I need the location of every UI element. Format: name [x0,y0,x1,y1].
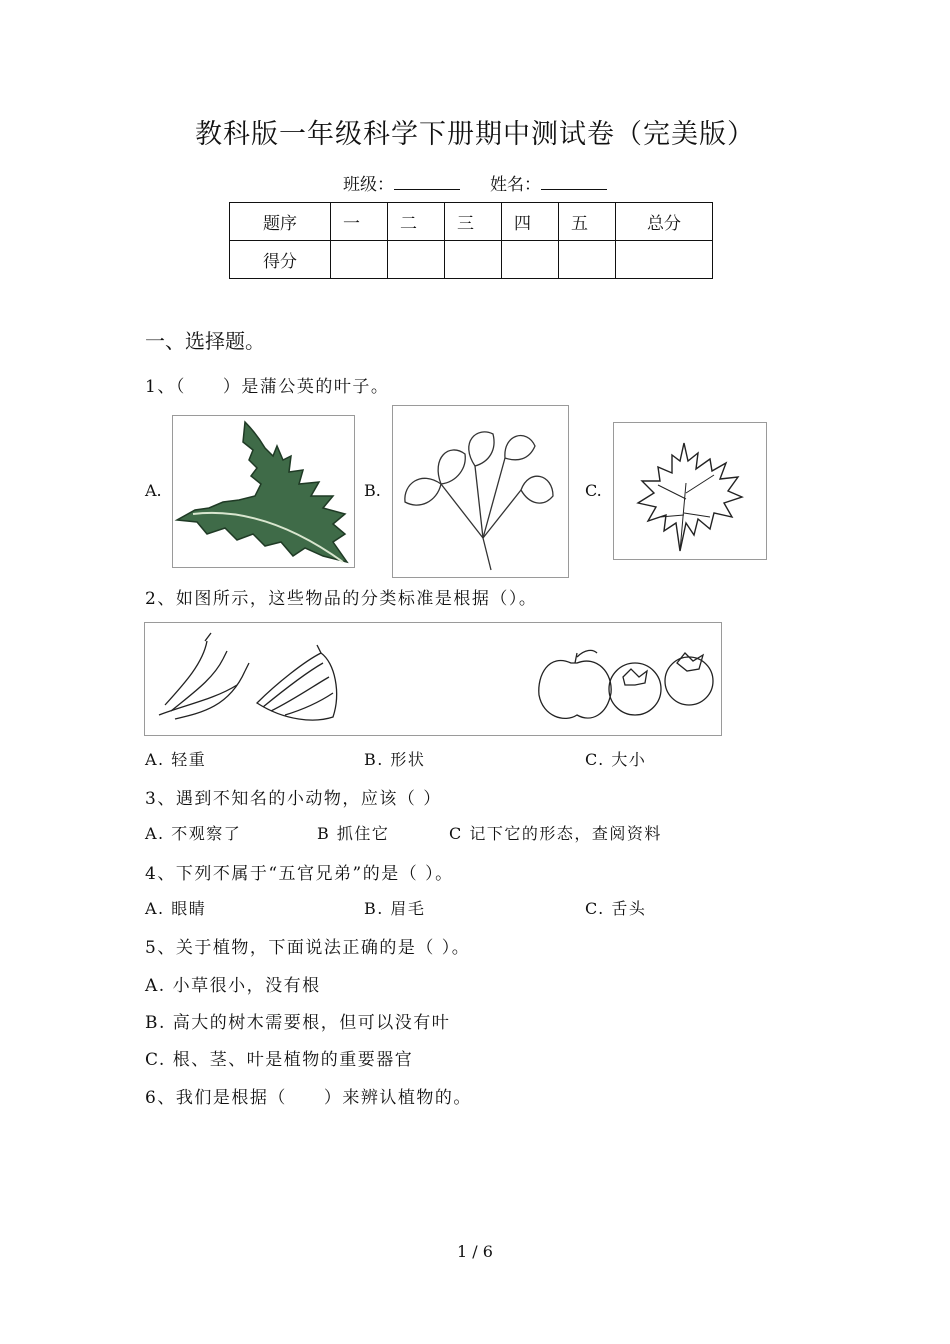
header-cell: 题序 [230,203,331,241]
page-number: 1 / 6 [457,1242,493,1261]
q3-option-b: B 抓住它 [317,824,390,843]
score-cell [559,241,616,279]
q1-option-b-label: B. [364,481,381,500]
student-info [0,170,950,195]
q4-option-a: A. 眼睛 [145,899,207,918]
question-5: 5、关于植物，下面说法正确的是（ ）。 [145,938,471,958]
score-cell [445,241,502,279]
class-label: 班级： [343,175,394,195]
score-cell [388,241,445,279]
q5-option-b: B. 高大的树木需要根，但可以没有叶 [145,1013,451,1033]
maple-leaf-image [613,422,767,560]
q3-option-a: A. 不观察了 [145,824,242,843]
name-blank [541,173,607,190]
question-2: 2、如图所示，这些物品的分类标准是根据（）。 [145,589,538,609]
row-label-cell: 得分 [230,241,331,279]
header-cell: 一 [331,203,388,241]
score-table-header-row [230,203,713,241]
ginkgo-leaf-image [392,405,569,578]
header-cell: 四 [502,203,559,241]
question-3: 3、遇到不知名的小动物，应该（ ） [145,789,442,809]
question-6: 6、我们是根据（ ）来辨认植物的。 [145,1088,472,1108]
question-4: 4、下列不属于“五官兄弟”的是（ ）。 [145,864,454,884]
name-label: 姓名： [490,175,541,195]
header-cell: 三 [445,203,502,241]
section-heading: 一、选择题。 [145,329,265,353]
q3-option-c: C 记下它的形态，查阅资料 [449,824,662,843]
q2-option-c: C. 大小 [585,750,647,769]
score-cell [616,241,713,279]
question-1: 1、（ ）是蒲公英的叶子。 [145,377,390,397]
q4-option-b: B. 眉毛 [364,899,426,918]
q5-option-a: A. 小草很小，没有根 [145,976,321,996]
score-cell [331,241,388,279]
score-table [229,202,713,279]
header-cell: 二 [388,203,445,241]
score-cell [502,241,559,279]
header-cell: 总分 [616,203,713,241]
class-blank [394,173,460,190]
page-title: 教科版一年级科学下册期中测试卷（完美版） [195,119,755,150]
header-cell: 五 [559,203,616,241]
q1-option-a-label: A. [145,481,162,500]
q5-option-c: C. 根、茎、叶是植物的重要器官 [145,1050,414,1070]
dandelion-leaf-image [172,415,355,568]
objects-classification-image [144,622,722,736]
q2-option-a: A. 轻重 [145,750,207,769]
q2-option-b: B. 形状 [364,750,426,769]
q4-option-c: C. 舌头 [585,899,647,918]
score-table-score-row [230,241,713,279]
q1-option-c-label: C. [585,481,602,500]
